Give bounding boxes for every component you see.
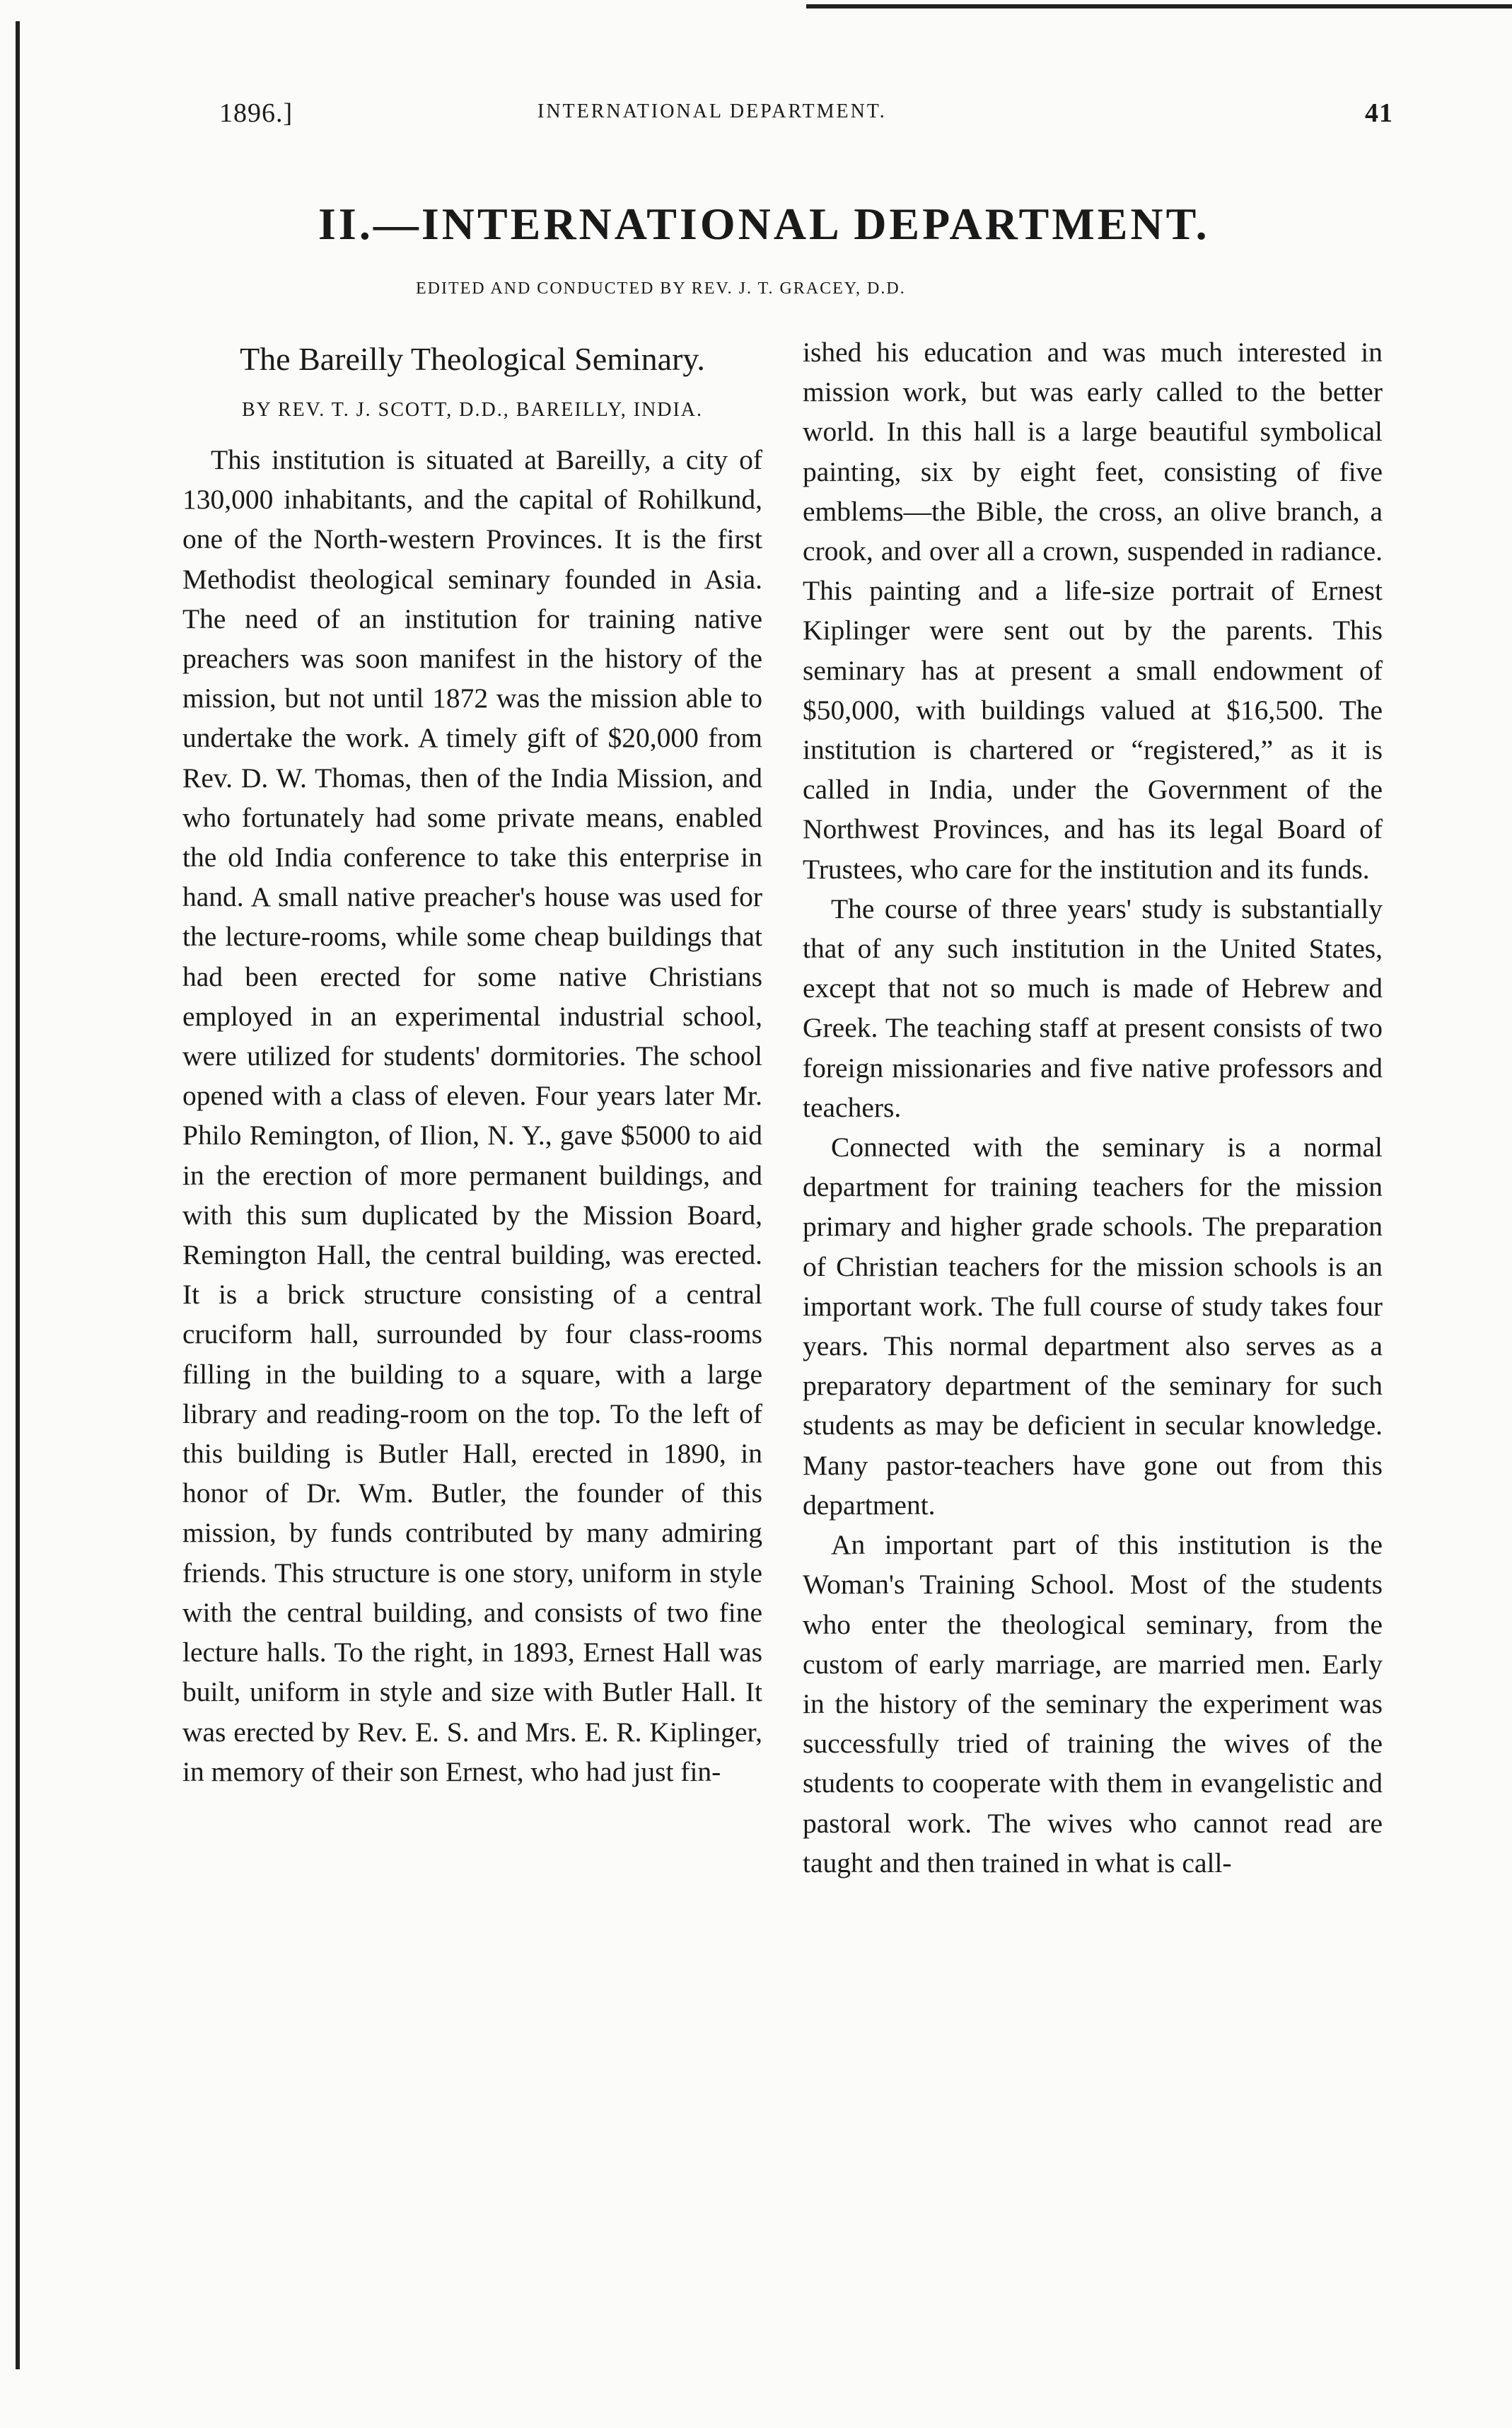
editor-credit: EDITED AND CONDUCTED BY REV. J. T. GRACEY, D.D. <box>416 279 906 298</box>
left-column <box>182 332 762 1791</box>
body-paragraph: This institution is situated at Bareilly, a city of 130,000 inhabitants, and the capital of Rohilkund, one of the North-western Provinces. It is the first Methodist theological seminary founded in Asia. The need of an institution for training native preachers was soon manifest in the history of the mission, but not until 1872 was the mission able to undertake the work. A timely gift of $20,000 from Rev. D. W. Thomas, then of the India Mission, and who fortunately had some private means, enabled the old India conference to take this enterprise in hand. A small native preacher's house was used for the lecture-rooms, while some cheap buildings that had been erected for some native Christians employed in an experimental industrial school, were utilized for students' dormitories. The school opened with a class of eleven. Four years later Mr. Philo Remington, of Ilion, N. Y., gave $5000 to aid in the erection of more permanent buildings, and with this sum duplicated by the Mission Board, Remington Hall, the central building, was erected. It is a brick structure consisting of a central cruciform hall, surrounded by four class-rooms filling in the building to a square, with a large library and reading-room on the top. To the left of this building is Butler Hall, erected in 1890, in honor of Dr. Wm. Butler, the founder of this mission, by funds contributed by many admiring friends. This structure is one story, uniform in style with the central building, and consists of two fine lecture halls. To the right, in 1893, Ernest Hall was built, uniform in style and size with Butler Hall. It was erected by Rev. E. S. and Mrs. E. R. Kiplinger, in memory of their son Ernest, who had just fin- <box>182 444 762 1787</box>
article-title: The Bareilly Theological Seminary. <box>240 341 705 377</box>
top-edge-rule <box>806 4 1512 8</box>
running-head <box>219 98 1393 140</box>
page-number: 41 <box>1365 98 1393 128</box>
right-column <box>803 332 1383 1883</box>
running-head-year: 1896.] <box>219 98 293 128</box>
left-edge-rule <box>16 21 20 2369</box>
department-title: II.—INTERNATIONAL DEPARTMENT. <box>318 199 1210 249</box>
body-paragraph: The course of three years' study is substantially that of any such institution in the United States, except that not so much is made of Hebrew and Greek. The teaching staff at present consists of two foreign missionaries and five native professors and teachers. <box>803 893 1383 1123</box>
body-paragraph: ished his education and was much interested in mission work, but was early called to the better world. In this hall is a large beautiful symbolical painting, six by eight feet, consisting of five emblems—the Bible, the cross, an olive branch, a crook, and over all a crown, suspended in radiance. This painting and a life-size portrait of Ernest Kiplinger were sent out by the parents. This seminary has at present a small endowment of $50,000, with buildings valued at $16,500. The institution is chartered or “registered,” as it is called in India, under the Government of the Northwest Provinces, and has its legal Board of Trustees, who care for the institution and its funds. <box>803 337 1383 885</box>
body-paragraph: An important part of this institution is the Woman's Training School. Most of the students who enter the theological seminary, from the custom of early marriage, are married men. Early in the history of the seminary the experiment was successfully tried of training the wives of the students to cooperate with them in evangelistic and pastoral work. The wives who cannot read are taught and then trained in what is call- <box>803 1529 1383 1878</box>
article-byline: BY REV. T. J. SCOTT, D.D., BAREILLY, INDIA. <box>241 399 704 421</box>
running-head-section: INTERNATIONAL DEPARTMENT. <box>537 100 887 122</box>
body-paragraph: Connected with the seminary is a normal department for training teachers for the mission primary and higher grade schools. The preparation of Christian teachers for the mission schools is an important work. The full course of study takes four years. This normal department also serves as a preparatory department of the seminary for such students as may be deficient in secular knowledge. Many pastor-teachers have gone out from this department. <box>803 1132 1383 1521</box>
